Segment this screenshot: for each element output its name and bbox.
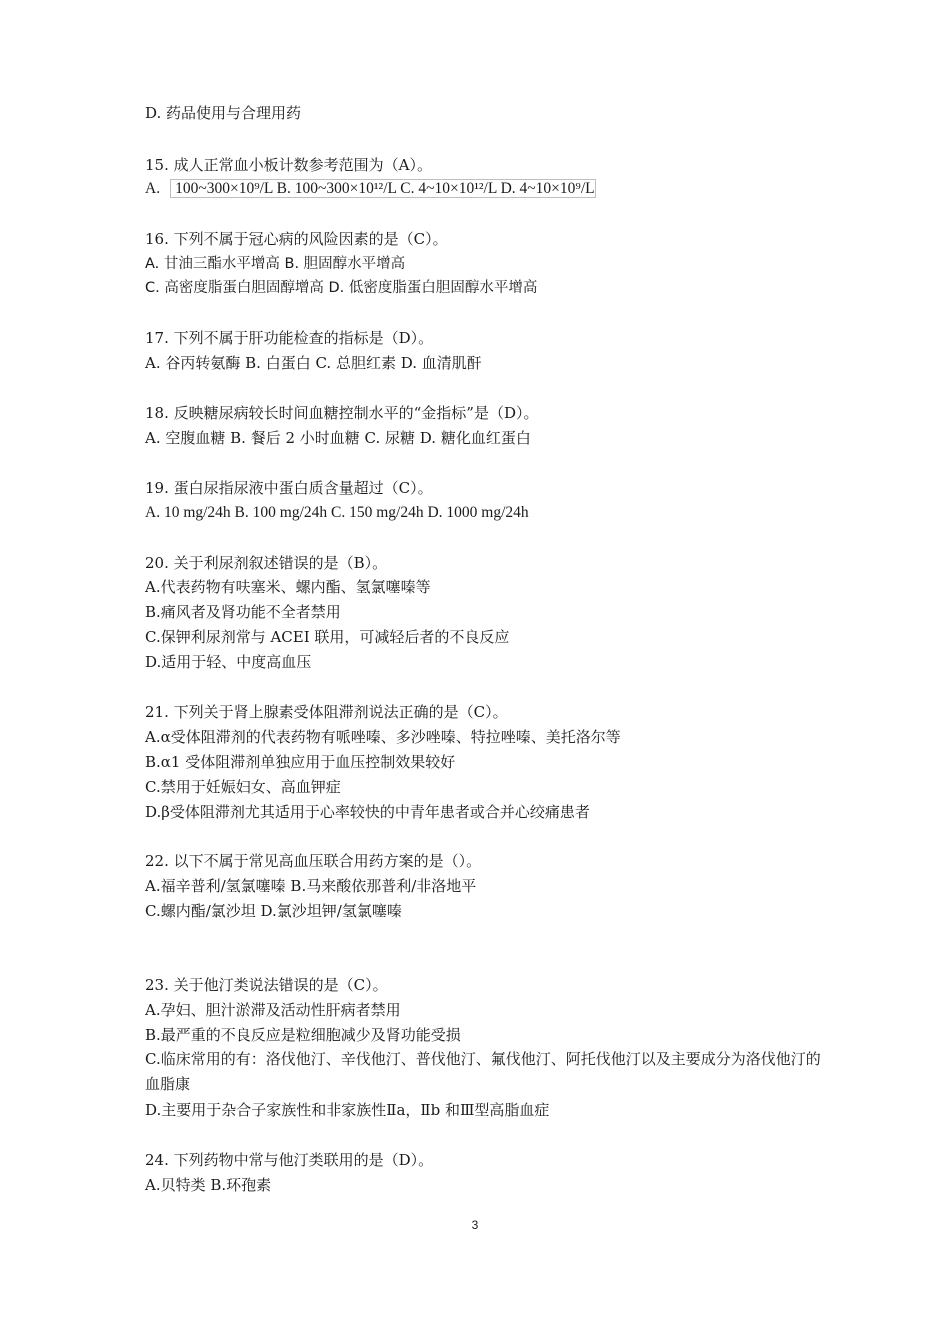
question-19: 19. 蛋白尿指尿液中蛋白质含量超过（C）。 — [145, 479, 433, 497]
question-17: 17. 下列不属于肝功能检查的指标是（D）。 — [145, 329, 434, 347]
option-line: A.福辛普利/氢氯噻嗪 B.马来酸依那普利/非洛地平 — [145, 877, 477, 895]
question-24: 24. 下列药物中常与他汀类联用的是（D）。 — [145, 1151, 434, 1169]
question-23: 23. 关于他汀类说法错误的是（C）。 — [145, 976, 388, 994]
question-15: 15. 成人正常血小板计数参考范围为（A）。 — [145, 156, 432, 174]
q15-options-box: 100~300×10⁹/L B. 100~300×10¹²/L C. 4~10×10¹²/L D. 4~10×10⁹/L — [170, 179, 596, 198]
option-line: A. 甘油三酯水平增高 B. 胆固醇水平增高 — [145, 256, 406, 272]
option-line: A. 空腹血糖 B. 餐后 2 小时血糖 C. 尿糖 D. 糖化血红蛋白 — [145, 429, 531, 447]
option-line: D.主要用于杂合子家族性和非家族性Ⅱa，Ⅱb 和Ⅲ型高脂血症 — [145, 1101, 550, 1119]
question-20: 20. 关于利尿剂叙述错误的是（B）。 — [145, 554, 388, 572]
question-16: 16. 下列不属于冠心病的风险因素的是（C）。 — [145, 230, 448, 248]
option-line: B.α1 受体阻滞剂单独应用于血压控制效果较好 — [145, 753, 456, 771]
option-line: B.痛风者及肾功能不全者禁用 — [145, 603, 341, 621]
option-line: C.保钾利尿剂常与 ACEI 联用，可减轻后者的不良反应 — [145, 628, 510, 646]
option-line: A.贝特类 B.环孢素 — [145, 1176, 272, 1194]
option-line: C.临床常用的有：洛伐他汀、辛伐他汀、普伐他汀、氟伐他汀、阿托伐他汀以及主要成分为洛伐他汀的血脂康 — [145, 1050, 821, 1093]
question-18: 18. 反映糖尿病较长时间血糖控制水平的“金指标”是（D）。 — [145, 404, 539, 422]
option-line: A.α受体阻滞剂的代表药物有哌唑嗪、多沙唑嗪、特拉唑嗪、美托洛尔等 — [145, 728, 621, 746]
option-line: D. 药品使用与合理用药 — [145, 104, 302, 122]
page-number: 3 — [471, 1218, 479, 1232]
option-line: A. 10 mg/24h B. 100 mg/24h C. 150 mg/24h D. 1000 mg/24h — [145, 504, 529, 521]
option-line: B.最严重的不良反应是粒细胞减少及肾功能受损 — [145, 1026, 461, 1044]
option-line: A.代表药物有呋塞米、螺内酯、氢氯噻嗪等 — [145, 578, 431, 596]
question-22: 22. 以下不属于常见高血压联合用药方案的是（）。 — [145, 852, 482, 870]
q15-options — [145, 179, 596, 199]
option-line: A. 谷丙转氨酶 B. 白蛋白 C. 总胆红素 D. 血清肌酐 — [145, 354, 482, 372]
q15-option-prefix: A. — [145, 180, 161, 197]
option-line: D.β受体阻滞剂尤其适用于心率较快的中青年患者或合并心绞痛患者 — [145, 803, 590, 821]
option-line: C.螺内酯/氯沙坦 D.氯沙坦钾/氢氯噻嗪 — [145, 902, 402, 920]
question-21: 21. 下列关于肾上腺素受体阻滞剂说法正确的是（C）。 — [145, 703, 508, 721]
option-line: C. 高密度脂蛋白胆固醇增高 D. 低密度脂蛋白胆固醇水平增高 — [145, 280, 538, 296]
option-line: D.适用于轻、中度高血压 — [145, 653, 312, 671]
option-line: C.禁用于妊娠妇女、高血钾症 — [145, 778, 341, 796]
option-line: A.孕妇、胆汁淤滞及活动性肝病者禁用 — [145, 1001, 401, 1019]
